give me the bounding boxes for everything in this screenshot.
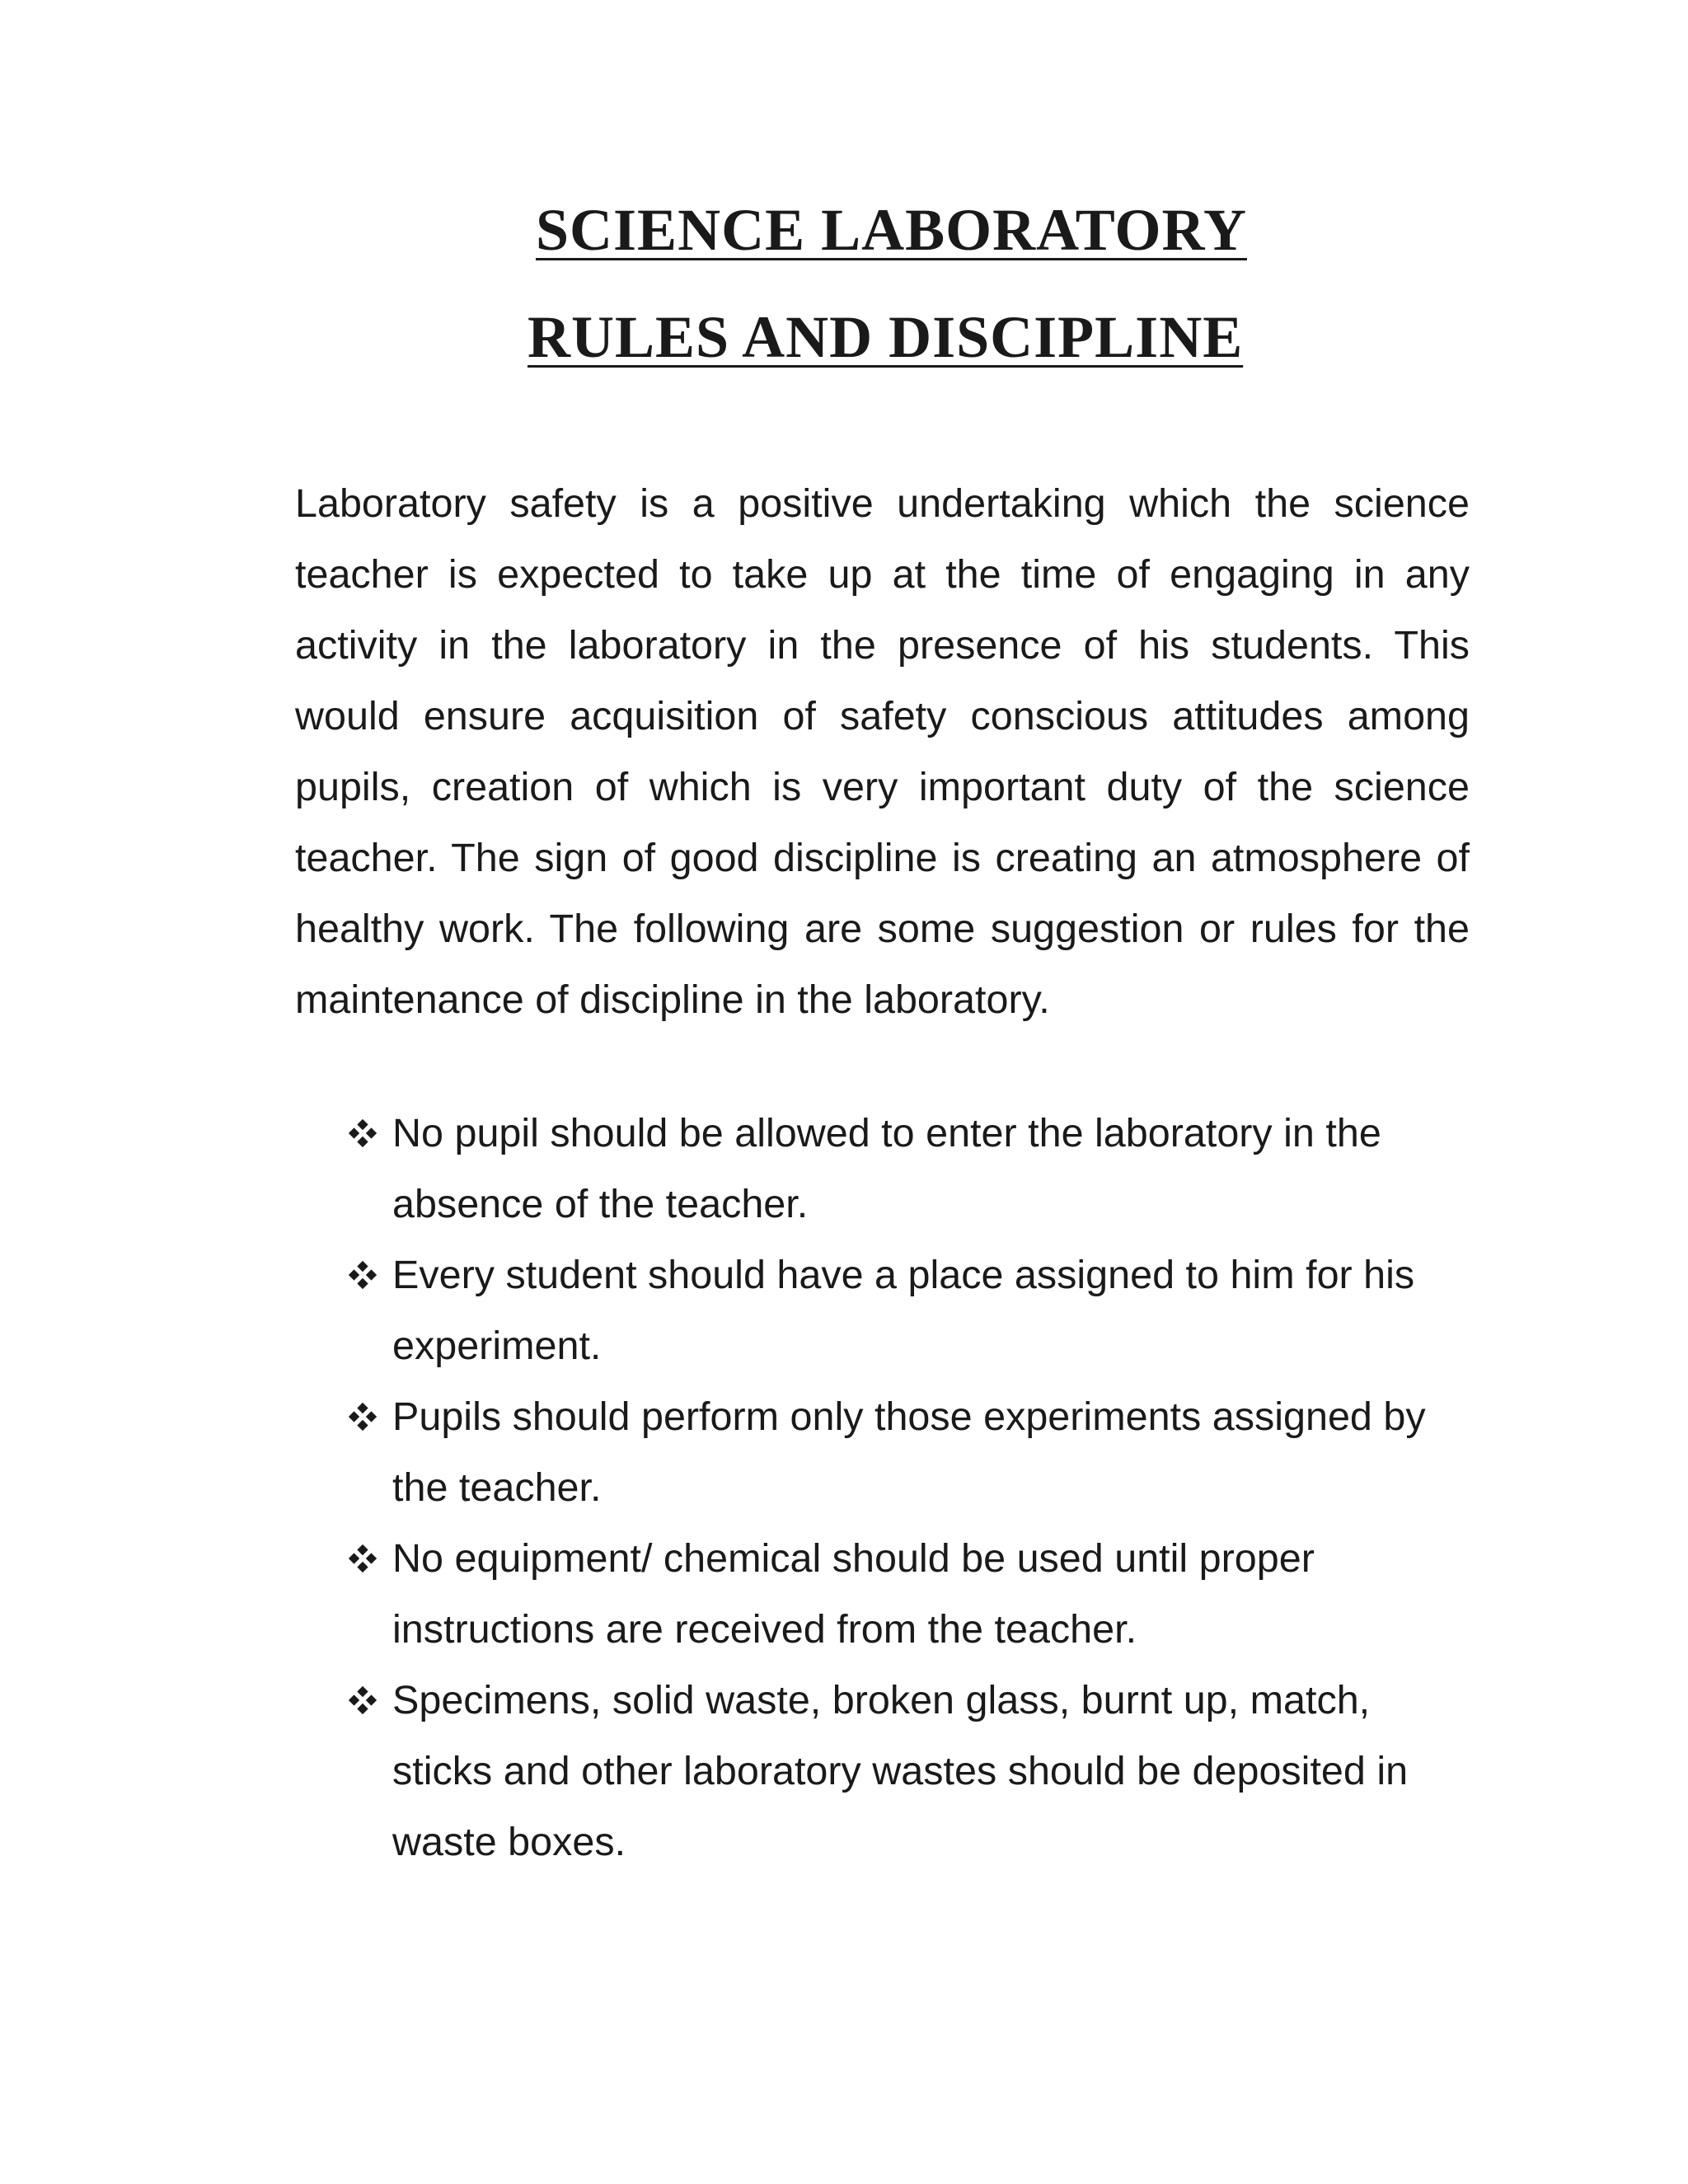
four-diamond-bullet-icon xyxy=(345,1523,381,1594)
rule-text: Every student should have a place assigned to him for his experiment. xyxy=(392,1253,1415,1368)
four-diamond-bullet-icon xyxy=(345,1098,381,1169)
rule-item xyxy=(345,1523,1457,1665)
four-diamond-bullet-icon xyxy=(345,1381,381,1452)
rule-text: No pupil should be allowed to enter the laboratory in the absence of the teacher. xyxy=(392,1111,1381,1226)
title-line-1: SCIENCE LABORATORY xyxy=(536,197,1247,263)
four-diamond-bullet-icon xyxy=(345,1240,381,1310)
rule-text: Pupils should perform only those experiments assigned by the teacher. xyxy=(392,1394,1426,1510)
rule-item xyxy=(345,1240,1457,1381)
rule-item xyxy=(345,1098,1457,1240)
four-diamond-bullet-icon xyxy=(345,1665,381,1736)
rule-text: No equipment/ chemical should be used until proper instructions are received from the teacher. xyxy=(392,1536,1315,1652)
title-line-2: RULES AND DISCIPLINE xyxy=(528,304,1244,370)
rule-item xyxy=(345,1665,1457,1877)
rule-text: Specimens, solid waste, broken glass, burnt up, match, sticks and other laboratory wastes should be deposited in waste boxes. xyxy=(392,1678,1409,1864)
rules-list xyxy=(345,1098,1457,1877)
rule-item xyxy=(345,1381,1457,1523)
intro-paragraph: Laboratory safety is a positive undertaking which the science teacher is expected to take up at the time of engaging in any activity in the laboratory in the presence of his students. This would ensure acquisition of safety conscious attitudes among pupils, creation of which is very important duty of the science teacher. The sign of good discipline is creating an atmosphere of healthy work. The following are some suggestion or rules for the maintenance of discipline in the laboratory. xyxy=(295,481,1470,1022)
